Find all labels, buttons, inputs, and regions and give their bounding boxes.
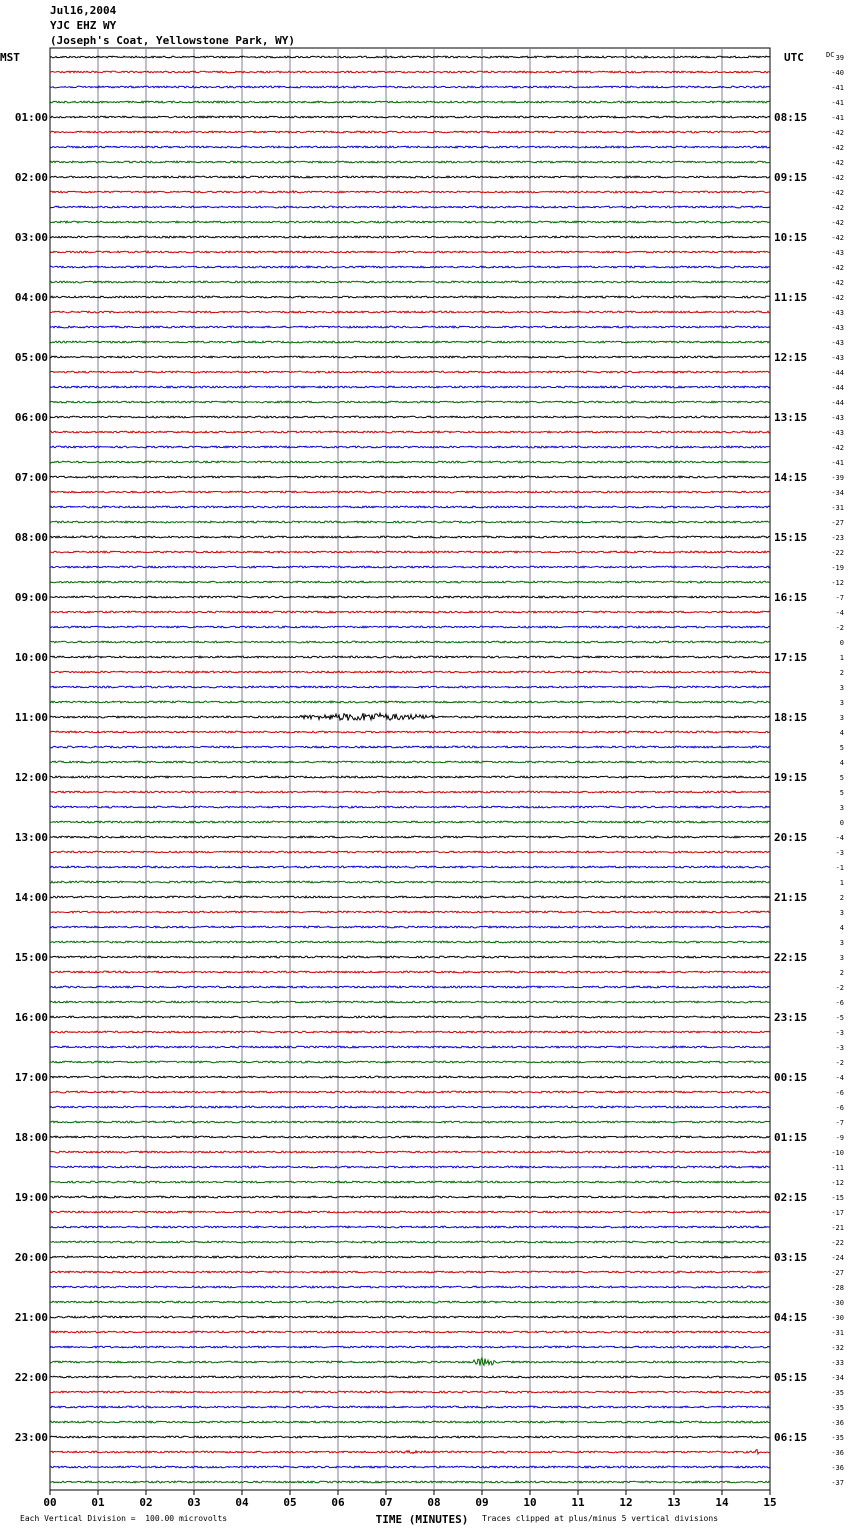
- plot-frame: [50, 48, 770, 1490]
- dc-offset-91: -36: [831, 1419, 844, 1427]
- dc-offset-51: 0: [839, 819, 844, 827]
- dc-offset-67: -2: [835, 1059, 844, 1067]
- utc-hour-label: 17:15: [774, 651, 808, 664]
- dc-offset-8: -42: [831, 174, 844, 182]
- dc-offset-0: 39: [835, 54, 844, 62]
- dc-offset-27: -41: [831, 459, 844, 467]
- utc-hour-label: 01:15: [774, 1131, 808, 1144]
- dc-offset-69: -6: [835, 1089, 844, 1097]
- dc-offset-58: 4: [839, 924, 844, 932]
- utc-hour-label: 23:15: [774, 1011, 808, 1024]
- dc-offset-93: -36: [831, 1449, 844, 1457]
- trace-33: [50, 551, 770, 553]
- trace-23: [50, 401, 770, 403]
- utc-axis-label: UTC: [784, 51, 804, 64]
- trace-49: [50, 791, 770, 793]
- dc-offset-46: 5: [839, 744, 844, 752]
- dc-offset-3: -41: [831, 99, 844, 107]
- trace-47: [50, 761, 770, 763]
- x-tick-label: 01: [91, 1496, 105, 1509]
- trace-64: [50, 1016, 770, 1018]
- mst-hour-label: 15:00: [14, 951, 48, 964]
- trace-93: [50, 1450, 770, 1454]
- trace-66: [50, 1046, 770, 1048]
- trace-58: [50, 926, 770, 928]
- plot-date: Jul16,2004: [50, 4, 117, 17]
- dc-offset-71: -7: [835, 1119, 844, 1127]
- mst-hour-label: 06:00: [14, 411, 48, 424]
- dc-offset-38: -2: [835, 624, 844, 632]
- trace-27: [50, 461, 770, 463]
- trace-22: [50, 386, 770, 388]
- trace-81: [50, 1271, 770, 1273]
- mst-hour-label: 08:00: [14, 531, 48, 544]
- dc-offset-31: -27: [831, 519, 844, 527]
- dc-offset-17: -43: [831, 309, 844, 317]
- trace-43: [50, 701, 770, 703]
- trace-69: [50, 1091, 770, 1093]
- trace-77: [50, 1211, 770, 1213]
- dc-offset-14: -42: [831, 264, 844, 272]
- dc-offset-52: -4: [835, 834, 844, 842]
- dc-offset-10: -42: [831, 204, 844, 212]
- trace-7: [50, 161, 770, 163]
- dc-offset-37: -4: [835, 609, 844, 617]
- dc-offset-32: -23: [831, 534, 844, 542]
- trace-35: [50, 581, 770, 583]
- trace-68: [50, 1076, 770, 1078]
- dc-offset-53: -3: [835, 849, 844, 857]
- x-tick-label: 15: [763, 1496, 777, 1509]
- utc-hour-label: 05:15: [774, 1371, 808, 1384]
- utc-hour-label: 21:15: [774, 891, 808, 904]
- dc-offset-75: -12: [831, 1179, 844, 1187]
- trace-48: [50, 776, 770, 778]
- trace-39: [50, 641, 770, 643]
- trace-3: [50, 101, 770, 103]
- dc-offset-85: -31: [831, 1329, 844, 1337]
- dc-offset-1: -40: [831, 69, 844, 77]
- dc-offset-81: -27: [831, 1269, 844, 1277]
- dc-offset-86: -32: [831, 1344, 844, 1352]
- utc-hour-label: 11:15: [774, 291, 808, 304]
- trace-36: [50, 596, 770, 598]
- dc-offset-11: -42: [831, 219, 844, 227]
- mst-hour-label: 14:00: [14, 891, 48, 904]
- dc-offset-29: -34: [831, 489, 844, 497]
- trace-75: [50, 1181, 770, 1183]
- trace-57: [50, 911, 770, 913]
- trace-84: [50, 1316, 770, 1318]
- dc-offset-5: -42: [831, 129, 844, 137]
- trace-29: [50, 491, 770, 493]
- trace-26: [50, 446, 770, 448]
- trace-21: [50, 371, 770, 373]
- dc-offset-90: -35: [831, 1404, 844, 1412]
- dc-offset-42: 3: [839, 684, 844, 692]
- dc-offset-13: -43: [831, 249, 844, 257]
- trace-74: [50, 1166, 770, 1168]
- x-tick-label: 00: [43, 1496, 57, 1509]
- mst-hour-label: 20:00: [14, 1251, 48, 1264]
- trace-31: [50, 521, 770, 523]
- trace-82: [50, 1286, 770, 1288]
- dc-offset-16: -42: [831, 294, 844, 302]
- dc-offset-19: -43: [831, 339, 844, 347]
- dc-offset-74: -11: [831, 1164, 844, 1172]
- trace-24: [50, 416, 770, 418]
- dc-offset-87: -33: [831, 1359, 844, 1367]
- trace-70: [50, 1106, 770, 1108]
- x-tick-label: 03: [187, 1496, 201, 1509]
- trace-52: [50, 836, 770, 838]
- dc-offset-36: -7: [835, 594, 844, 602]
- x-tick-label: 02: [139, 1496, 153, 1509]
- dc-offset-4: -41: [831, 114, 844, 122]
- dc-offset-39: 0: [839, 639, 844, 647]
- dc-offset-88: -34: [831, 1374, 844, 1382]
- dc-offset-78: -21: [831, 1224, 844, 1232]
- utc-hour-label: 13:15: [774, 411, 808, 424]
- dc-offset-73: -10: [831, 1149, 844, 1157]
- mst-hour-label: 04:00: [14, 291, 48, 304]
- dc-offset-47: 4: [839, 759, 844, 767]
- dc-offset-23: -44: [831, 399, 844, 407]
- mst-hour-label: 12:00: [14, 771, 48, 784]
- x-tick-label: 05: [283, 1496, 297, 1509]
- trace-83: [50, 1301, 770, 1303]
- dc-offset-15: -42: [831, 279, 844, 287]
- trace-92: [50, 1436, 770, 1438]
- trace-1: [50, 71, 770, 73]
- utc-hour-label: 14:15: [774, 471, 808, 484]
- dc-offset-30: -31: [831, 504, 844, 512]
- dc-offset-65: -3: [835, 1029, 844, 1037]
- utc-hour-label: 06:15: [774, 1431, 808, 1444]
- trace-61: [50, 971, 770, 973]
- dc-offset-33: -22: [831, 549, 844, 557]
- mst-hour-label: 18:00: [14, 1131, 48, 1144]
- dc-offset-72: -9: [835, 1134, 844, 1142]
- dc-offset-24: -43: [831, 414, 844, 422]
- x-tick-label: 12: [619, 1496, 633, 1509]
- trace-13: [50, 251, 770, 253]
- dc-offset-12: -42: [831, 234, 844, 242]
- x-tick-label: 08: [427, 1496, 441, 1509]
- mst-hour-label: 01:00: [14, 111, 48, 124]
- dc-offset-54: -1: [835, 864, 844, 872]
- trace-5: [50, 131, 770, 133]
- utc-hour-label: 19:15: [774, 771, 808, 784]
- trace-38: [50, 626, 770, 628]
- trace-11: [50, 221, 770, 223]
- trace-37: [50, 611, 770, 613]
- trace-91: [50, 1421, 770, 1423]
- trace-16: [50, 296, 770, 298]
- dc-offset-40: 1: [839, 654, 844, 662]
- trace-51: [50, 821, 770, 823]
- x-tick-label: 13: [667, 1496, 681, 1509]
- mst-hour-label: 09:00: [14, 591, 48, 604]
- trace-80: [50, 1256, 770, 1258]
- dc-offset-57: 3: [839, 909, 844, 917]
- trace-46: [50, 746, 770, 748]
- dc-offset-50: 3: [839, 804, 844, 812]
- mst-hour-label: 10:00: [14, 651, 48, 664]
- trace-19: [50, 341, 770, 343]
- mst-hour-label: 11:00: [14, 711, 48, 724]
- utc-hour-label: 12:15: [774, 351, 808, 364]
- utc-hour-label: 20:15: [774, 831, 808, 844]
- dc-offset-6: -42: [831, 144, 844, 152]
- x-tick-label: 04: [235, 1496, 249, 1509]
- trace-78: [50, 1226, 770, 1228]
- utc-hour-label: 02:15: [774, 1191, 808, 1204]
- trace-34: [50, 566, 770, 568]
- x-tick-label: 10: [523, 1496, 537, 1509]
- trace-88: [50, 1376, 770, 1378]
- trace-10: [50, 206, 770, 208]
- dc-offset-94: -36: [831, 1464, 844, 1472]
- seismogram-traces: [50, 56, 770, 1483]
- dc-offset-25: -43: [831, 429, 844, 437]
- mst-hour-label: 19:00: [14, 1191, 48, 1204]
- dc-offset-7: -42: [831, 159, 844, 167]
- dc-offset-80: -24: [831, 1254, 844, 1262]
- utc-hour-label: 15:15: [774, 531, 808, 544]
- trace-76: [50, 1196, 770, 1198]
- trace-54: [50, 866, 770, 868]
- dc-offset-76: -15: [831, 1194, 844, 1202]
- dc-offset-68: -4: [835, 1074, 844, 1082]
- trace-40: [50, 656, 770, 658]
- dc-offset-49: 5: [839, 789, 844, 797]
- trace-17: [50, 311, 770, 313]
- dc-offset-60: 3: [839, 954, 844, 962]
- trace-2: [50, 86, 770, 88]
- trace-30: [50, 506, 770, 508]
- mst-hour-label: 22:00: [14, 1371, 48, 1384]
- trace-18: [50, 326, 770, 328]
- time-grid: [50, 48, 770, 1490]
- mst-hour-label: 13:00: [14, 831, 48, 844]
- dc-offset-48: 5: [839, 774, 844, 782]
- utc-hour-label: 22:15: [774, 951, 808, 964]
- dc-offset-56: 2: [839, 894, 844, 902]
- dc-offset-20: -43: [831, 354, 844, 362]
- dc-offset-70: -6: [835, 1104, 844, 1112]
- dc-offset-45: 4: [839, 729, 844, 737]
- dc-offset-28: -39: [831, 474, 844, 482]
- utc-hour-label: 04:15: [774, 1311, 808, 1324]
- trace-79: [50, 1241, 770, 1243]
- mst-hour-label: 03:00: [14, 231, 48, 244]
- utc-hour-label: 08:15: [774, 111, 808, 124]
- trace-44: [50, 713, 770, 720]
- trace-56: [50, 896, 770, 898]
- dc-offset-35: -12: [831, 579, 844, 587]
- dc-offset-89: -35: [831, 1389, 844, 1397]
- axis-labels: [0, 51, 844, 1526]
- dc-offset-79: -22: [831, 1239, 844, 1247]
- mst-hour-label: 02:00: [14, 171, 48, 184]
- dc-offset-59: 3: [839, 939, 844, 947]
- trace-15: [50, 281, 770, 283]
- trace-41: [50, 671, 770, 673]
- scale-note: Each Vertical Division = 100.00 microvolts: [20, 1514, 228, 1523]
- trace-71: [50, 1121, 770, 1123]
- x-tick-label: 06: [331, 1496, 345, 1509]
- trace-87: [50, 1358, 770, 1366]
- trace-45: [50, 731, 770, 733]
- dc-offset-9: -42: [831, 189, 844, 197]
- station-code: YJC EHZ WY: [50, 19, 117, 32]
- trace-55: [50, 881, 770, 883]
- dc-offset-34: -19: [831, 564, 844, 572]
- dc-offset-55: 1: [839, 879, 844, 887]
- dc-offset-62: -2: [835, 984, 844, 992]
- mst-hour-label: 21:00: [14, 1311, 48, 1324]
- trace-4: [50, 116, 770, 118]
- dc-offset-77: -17: [831, 1209, 844, 1217]
- dc-offset-2: -41: [831, 84, 844, 92]
- x-tick-label: 07: [379, 1496, 393, 1509]
- trace-94: [50, 1466, 770, 1468]
- trace-0: [50, 56, 770, 58]
- dc-offset-84: -30: [831, 1314, 844, 1322]
- trace-89: [50, 1391, 770, 1393]
- dc-offset-43: 3: [839, 699, 844, 707]
- trace-14: [50, 266, 770, 268]
- trace-6: [50, 146, 770, 148]
- trace-86: [50, 1346, 770, 1348]
- x-tick-label: 14: [715, 1496, 729, 1509]
- trace-42: [50, 686, 770, 688]
- mst-axis-label: MST: [0, 51, 20, 64]
- dc-offset-26: -42: [831, 444, 844, 452]
- trace-67: [50, 1061, 770, 1063]
- trace-59: [50, 941, 770, 943]
- mst-hour-label: 07:00: [14, 471, 48, 484]
- dc-offset-41: 2: [839, 669, 844, 677]
- trace-95: [50, 1481, 770, 1483]
- clip-note: Traces clipped at plus/minus 5 vertical divisions: [482, 1514, 719, 1523]
- utc-hour-label: 16:15: [774, 591, 808, 604]
- utc-hour-label: 18:15: [774, 711, 808, 724]
- utc-hour-label: 10:15: [774, 231, 808, 244]
- dc-offset-64: -5: [835, 1014, 844, 1022]
- trace-73: [50, 1151, 770, 1153]
- dc-offset-83: -30: [831, 1299, 844, 1307]
- trace-63: [50, 1001, 770, 1003]
- trace-90: [50, 1406, 770, 1408]
- trace-32: [50, 536, 770, 538]
- trace-65: [50, 1031, 770, 1033]
- dc-offset-92: -35: [831, 1434, 844, 1442]
- x-tick-label: 09: [475, 1496, 489, 1509]
- trace-60: [50, 956, 770, 958]
- x-tick-label: 11: [571, 1496, 585, 1509]
- dc-offset-66: -3: [835, 1044, 844, 1052]
- trace-8: [50, 176, 770, 178]
- trace-28: [50, 476, 770, 478]
- trace-53: [50, 851, 770, 853]
- mst-hour-label: 16:00: [14, 1011, 48, 1024]
- dc-offset-44: 3: [839, 714, 844, 722]
- dc-offset-63: -6: [835, 999, 844, 1007]
- trace-85: [50, 1331, 770, 1333]
- dc-offset-18: -43: [831, 324, 844, 332]
- dc-offset-61: 2: [839, 969, 844, 977]
- utc-hour-label: 09:15: [774, 171, 808, 184]
- utc-hour-label: 00:15: [774, 1071, 808, 1084]
- dc-offset-22: -44: [831, 384, 844, 392]
- utc-hour-label: 03:15: [774, 1251, 808, 1264]
- dc-offset-21: -44: [831, 369, 844, 377]
- dc-offset-82: -28: [831, 1284, 844, 1292]
- trace-72: [50, 1136, 770, 1138]
- trace-62: [50, 986, 770, 988]
- dc-offset-95: -37: [831, 1479, 844, 1487]
- x-axis-title: TIME (MINUTES): [375, 1513, 469, 1526]
- mst-hour-label: 23:00: [14, 1431, 48, 1444]
- trace-20: [50, 356, 770, 358]
- trace-50: [50, 806, 770, 808]
- mst-hour-label: 05:00: [14, 351, 48, 364]
- trace-25: [50, 431, 770, 433]
- trace-12: [50, 236, 770, 238]
- dc-column-label: DC: [826, 51, 835, 59]
- mst-hour-label: 17:00: [14, 1071, 48, 1084]
- trace-9: [50, 191, 770, 193]
- station-location: (Joseph's Coat, Yellowstone Park, WY): [50, 34, 296, 47]
